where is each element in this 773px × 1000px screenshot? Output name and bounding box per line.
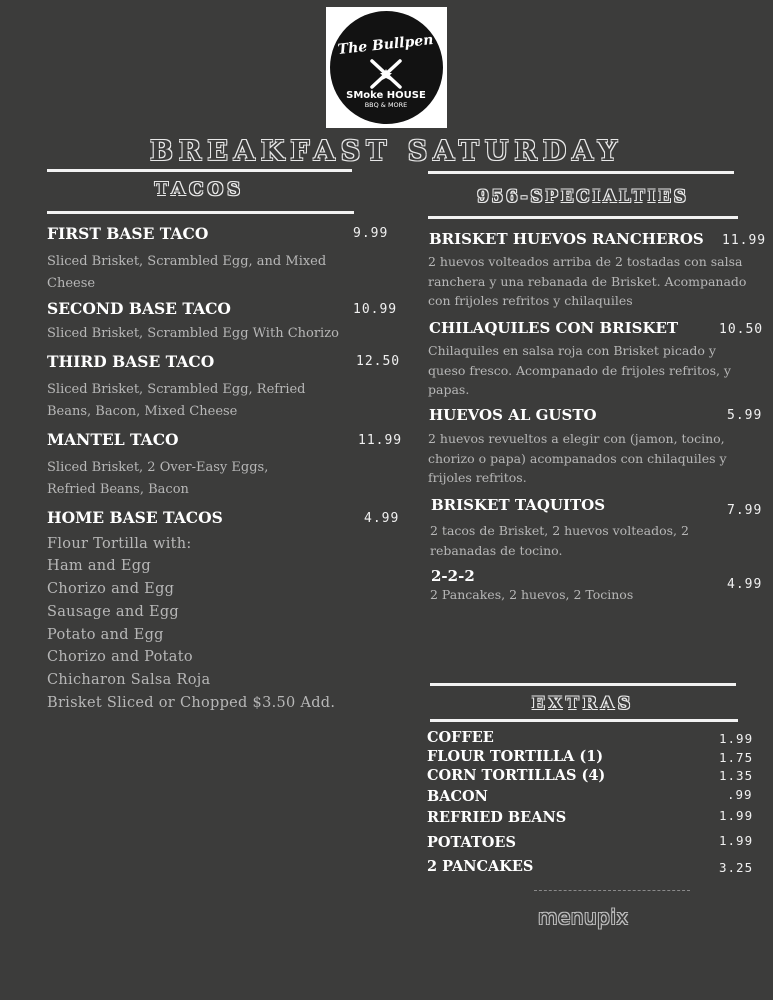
menu-item-name: CHILAQUILES CON BRISKET	[429, 319, 679, 337]
logo-crossed-bats-icon	[330, 11, 443, 124]
menu-item-desc: Sliced Brisket, Scrambled Egg With Chorizo	[47, 326, 339, 341]
menu-item-price: 7.99	[727, 503, 763, 518]
extra-item-name: FLOUR TORTILLA (1)	[427, 748, 604, 765]
menu-item-name: FIRST BASE TACO	[47, 224, 209, 243]
extras-bottom-divider	[430, 719, 738, 722]
menu-item-desc: 2 huevos volteados arriba de 2 tostadas con salsa ranchera y una rebanada de Brisket. Acompanado con frijoles refritos y chilaquiles	[428, 254, 747, 308]
menu-item-desc: Sliced Brisket, Scrambled Egg, and Mixed Cheese	[47, 254, 327, 291]
home-base-option: Brisket Sliced or Chopped $3.50 Add.	[47, 695, 336, 711]
menu-item-name: BRISKET TAQUITOS	[431, 496, 606, 514]
extra-item-name: CORN TORTILLAS (4)	[427, 767, 606, 784]
menu-item-desc: Chilaquiles en salsa roja con Brisket picado y queso fresco. Acompanado de frijoles refritos, y papas.	[428, 343, 731, 397]
extras-heading: EXTRAS	[531, 694, 635, 714]
home-base-option: Ham and Egg	[47, 558, 151, 574]
menu-item-desc: 2 Pancakes, 2 huevos, 2 Tocinos	[430, 587, 634, 602]
menu-item-price: 11.99	[722, 233, 767, 248]
page-title: BREAKFAST SATURDAY	[149, 136, 624, 167]
tacos-bottom-divider	[47, 211, 354, 214]
extra-item-price: 1.35	[719, 768, 754, 783]
menu-item-price: 10.99	[353, 302, 398, 317]
specialties-heading: 956-SPECIALTIES	[477, 187, 689, 206]
menu-item-price: 12.50	[356, 354, 401, 369]
menu-item-price: 4.99	[727, 577, 763, 592]
watermark	[534, 890, 690, 946]
menu-item-price: 5.99	[727, 408, 763, 423]
menu-item-price: 10.50	[719, 322, 764, 337]
home-base-option: Potato and Egg	[47, 627, 164, 643]
extra-item-name: REFRIED BEANS	[427, 809, 567, 826]
logo-script-text: The Bullpen	[337, 32, 435, 58]
extra-item-name: POTATOES	[427, 834, 516, 851]
menu-item-name: HUEVOS AL GUSTO	[429, 406, 597, 424]
extra-item-name: 2 PANCAKES	[427, 858, 534, 875]
menu-item-price: 11.99	[358, 433, 403, 448]
home-base-option: Flour Tortilla with:	[47, 536, 192, 552]
home-base-option: Chicharon Salsa Roja	[47, 672, 211, 688]
tacos-heading: TACOS	[154, 179, 245, 200]
menu-item-name: 2-2-2	[431, 567, 475, 585]
extra-item-price: 1.99	[719, 731, 754, 746]
menu-item-desc: 2 huevos revueltos a elegir con (jamon, tocino, chorizo o papa) acompanados con chilaquiles y frijoles refritos.	[428, 431, 727, 485]
home-base-option: Sausage and Egg	[47, 604, 179, 620]
watermark-text: menupix	[538, 905, 629, 929]
menu-item-desc: Sliced Brisket, Scrambled Egg, Refried Beans, Bacon, Mixed Cheese	[47, 382, 306, 419]
menu-item-name: SECOND BASE TACO	[47, 299, 231, 318]
extras-top-divider	[430, 683, 736, 686]
menu-item-price: 4.99	[364, 511, 400, 526]
menu-item-price: 9.99	[353, 226, 389, 241]
home-base-option: Chorizo and Potato	[47, 649, 193, 665]
tacos-top-divider	[47, 169, 352, 172]
extra-item-name: BACON	[427, 788, 488, 805]
specialties-top-divider	[428, 171, 734, 174]
menu-item-name: BRISKET HUEVOS RANCHEROS	[429, 230, 704, 248]
menu-item-name: THIRD BASE TACO	[47, 352, 215, 371]
extra-item-price: 1.99	[719, 833, 754, 848]
extra-item-price: .99	[727, 787, 753, 802]
home-base-option: Chorizo and Egg	[47, 581, 175, 597]
extra-item-name: COFFEE	[427, 729, 494, 746]
logo-main-text: SMoke HOUSE	[346, 90, 426, 101]
menu-item-name: HOME BASE TACOS	[47, 508, 223, 527]
specialties-bottom-divider	[428, 216, 738, 219]
extra-item-price: 3.25	[719, 860, 754, 875]
extra-item-price: 1.99	[719, 808, 754, 823]
menu-item-desc: 2 tacos de Brisket, 2 huevos volteados, 2 rebanadas de tocino.	[430, 523, 689, 558]
menu-item-name: MANTEL TACO	[47, 430, 179, 449]
extra-item-price: 1.75	[719, 750, 754, 765]
logo	[326, 7, 447, 128]
menu-item-desc: Sliced Brisket, 2 Over-Easy Eggs, Refried Beans, Bacon	[47, 460, 269, 497]
logo-sub-text: BBQ & MORE	[364, 101, 408, 109]
